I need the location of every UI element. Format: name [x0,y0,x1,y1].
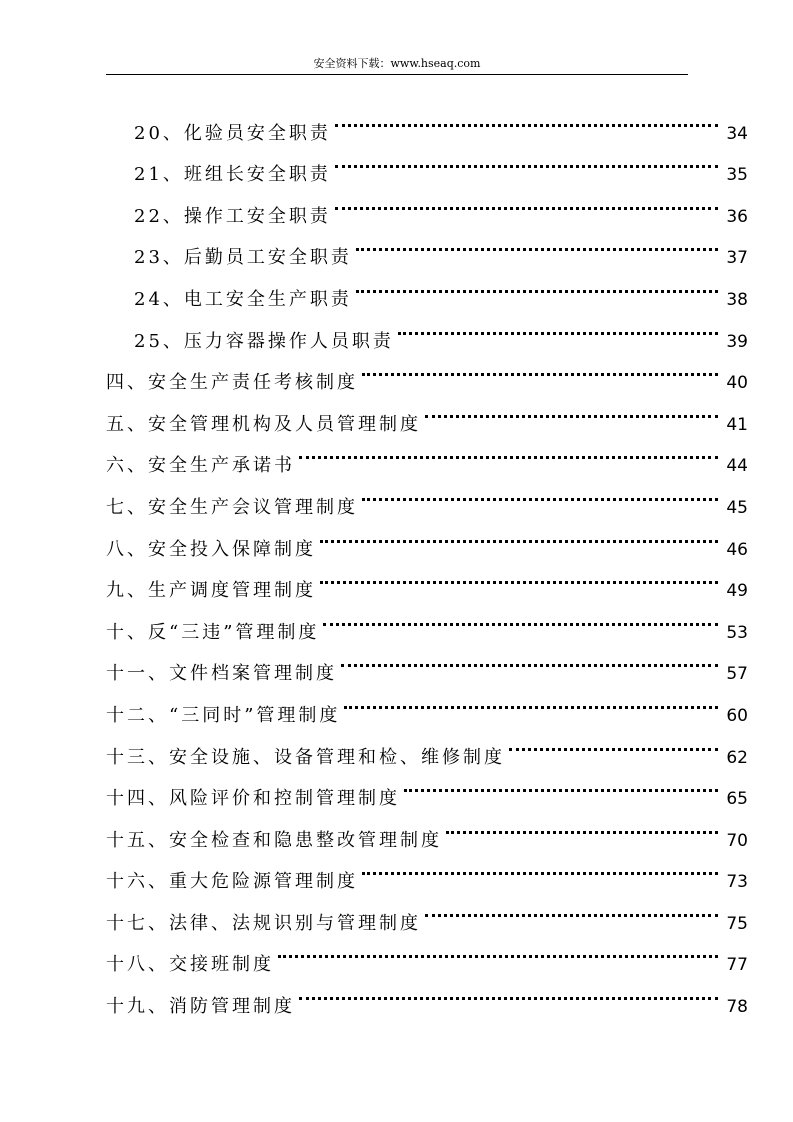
toc-dot-leader [335,180,718,222]
toc-entry-title: 十一、文件档案管理制度 [106,663,337,685]
toc-dot-leader [278,929,718,971]
toc-entry-title: 九、生产调度管理制度 [106,580,316,602]
toc-entry-title: 十四、风险评价和控制管理制度 [106,788,400,810]
toc-entry-title: 十、反“三违”管理制度 [106,621,320,643]
toc-entry-title: 十五、安全检查和隐患整改管理制度 [106,829,442,851]
toc-dot-leader [362,471,718,513]
toc-entry-title: 四、安全生产责任考核制度 [106,372,358,394]
toc-entry-page-number: 36 [726,206,748,227]
toc-dot-leader [509,721,718,763]
toc-entry-page-number: 49 [726,581,748,602]
toc-entry-title: 21、班组长安全职责 [134,164,331,186]
toc-dot-leader [356,222,718,264]
page-header [106,56,688,75]
toc-dot-leader [404,763,718,805]
toc-entry-title: 七、安全生产会议管理制度 [106,496,358,518]
toc-entry-title: 十八、交接班制度 [106,954,274,976]
toc-entry-page-number: 70 [726,830,748,851]
toc-entry-title: 十二、“三同时”管理制度 [106,704,341,726]
toc-entry-title: 五、安全管理机构及人员管理制度 [106,413,421,435]
toc-dot-leader [344,679,718,721]
toc-entry-title: 22、操作工安全职责 [134,205,331,227]
toc-dot-leader [398,305,718,347]
toc-dot-leader [320,555,718,597]
toc-entry-page-number: 44 [726,456,748,477]
toc-entry-page-number: 73 [726,872,748,893]
toc-dot-leader [320,513,718,555]
toc-entry-page-number: 39 [726,331,748,352]
toc-entry-page-number: 57 [726,664,748,685]
table-of-contents [106,97,748,1018]
toc-entry-page-number: 62 [726,747,748,768]
toc-dot-leader [425,887,718,929]
toc-entry-title: 25、压力容器操作人员职责 [134,330,394,352]
toc-entry-page-number: 34 [726,123,748,144]
toc-entry-title: 23、后勤员工安全职责 [134,247,352,269]
toc-dot-leader [446,804,718,846]
toc-dot-leader [362,347,718,389]
toc-dot-leader [335,139,718,181]
toc-entry-page-number: 75 [726,913,748,934]
toc-entry-title: 24、电工安全生产职责 [134,288,352,310]
toc-dot-leader [299,430,718,472]
toc-entry-title: 十三、安全设施、设备管理和检、维修制度 [106,746,505,768]
toc-entry-page-number: 78 [726,997,748,1018]
toc-dot-leader [299,970,718,1012]
toc-entry[interactable] [106,97,748,144]
toc-entry-title: 十六、重大危险源管理制度 [106,871,358,893]
toc-entry-page-number: 41 [726,414,748,435]
toc-dot-leader [425,388,718,430]
toc-entry-title: 六、安全生产承诺书 [106,455,295,477]
toc-entry-page-number: 45 [726,497,748,518]
toc-entry-page-number: 60 [726,705,748,726]
header-text: 安全资料下载：www.hseaq.com [313,57,481,70]
toc-entry-title: 八、安全投入保障制度 [106,538,316,560]
toc-entry-page-number: 40 [726,373,748,394]
toc-dot-leader [323,596,718,638]
toc-dot-leader [356,263,718,305]
toc-dot-leader [341,638,718,680]
toc-entry-page-number: 38 [726,289,748,310]
toc-entry-title: 十九、消防管理制度 [106,996,295,1018]
toc-dot-leader [335,97,718,139]
toc-dot-leader [362,846,718,888]
toc-entry-page-number: 35 [726,165,748,186]
toc-entry-page-number: 37 [726,248,748,269]
toc-entry-page-number: 46 [726,539,748,560]
toc-entry-page-number: 77 [726,955,748,976]
toc-entry-page-number: 53 [726,622,748,643]
toc-entry-title: 20、化验员安全职责 [134,122,331,144]
toc-entry-page-number: 65 [726,789,748,810]
toc-entry-title: 十七、法律、法规识别与管理制度 [106,912,421,934]
